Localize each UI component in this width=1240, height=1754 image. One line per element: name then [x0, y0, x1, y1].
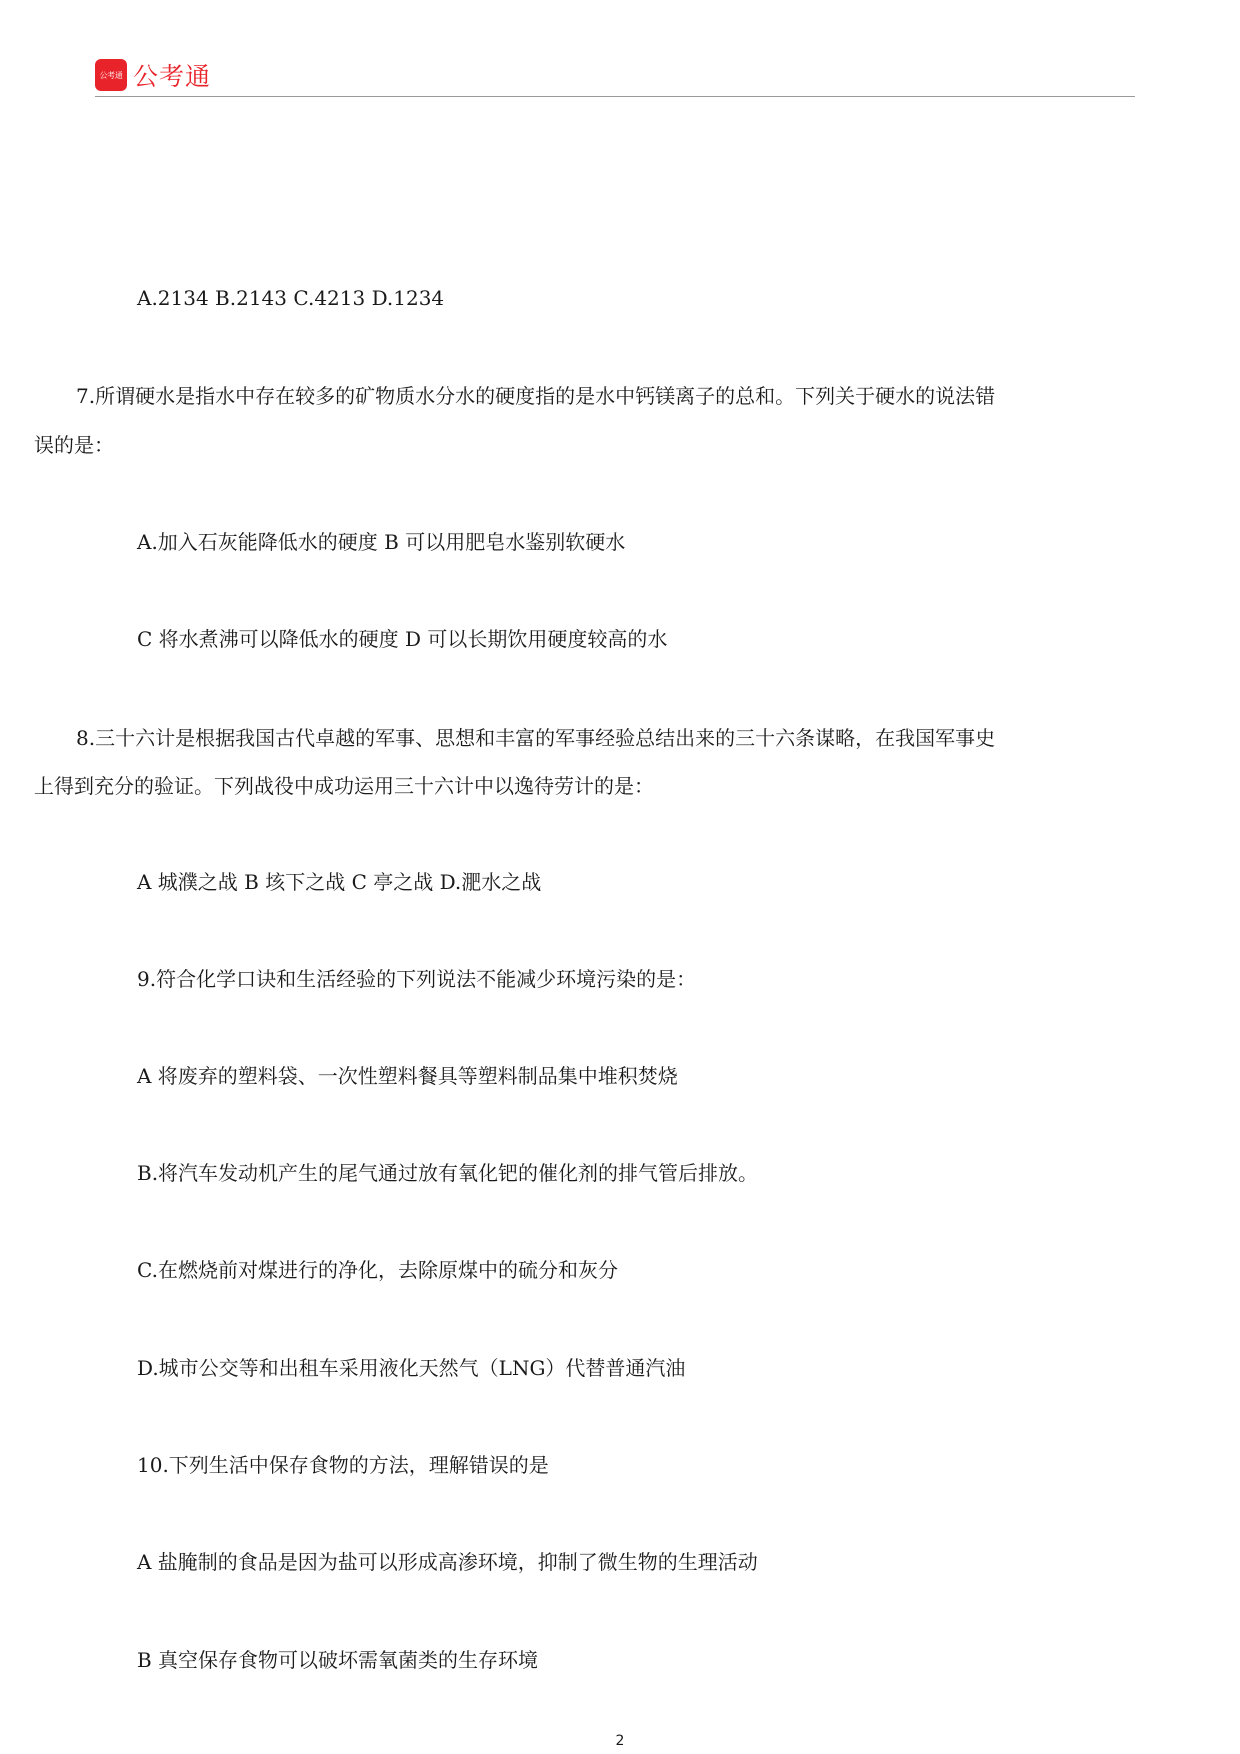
q9-option-d: D.城市公交等和出租车采用液化天然气（LNG）代替普通汽油: [137, 1356, 686, 1380]
q8-options: A 城濮之战 B 垓下之战 C 亭之战 D.淝水之战: [137, 870, 542, 894]
q10-stem: 10.下列生活中保存食物的方法，理解错误的是: [137, 1453, 549, 1477]
q8-stem-line2: 上得到充分的验证。下列战役中成功运用三十六计中以逸待劳计的是：: [34, 774, 654, 798]
header-divider: [95, 96, 1135, 97]
q9-option-c: C.在燃烧前对煤进行的净化，去除原煤中的硫分和灰分: [137, 1258, 618, 1282]
q7-stem-line2: 误的是：: [34, 433, 114, 457]
q9-option-a: A 将废弃的塑料袋、一次性塑料餐具等塑料制品集中堆积焚烧: [137, 1064, 678, 1088]
q7-options-ab: A.加入石灰能降低水的硬度 B 可以用肥皂水鉴别软硬水: [137, 530, 626, 554]
q7-stem-line1: 7.所谓硬水是指水中存在较多的矿物质水分水的硬度指的是水中钙镁离子的总和。下列关于硬水的说法错: [76, 384, 996, 408]
q9-stem: 9.符合化学口诀和生活经验的下列说法不能减少环境污染的是：: [137, 967, 697, 991]
logo-text: 公考通: [133, 62, 212, 91]
q7-options-cd: C 将水煮沸可以降低水的硬度 D 可以长期饮用硬度较高的水: [137, 627, 668, 651]
q9-option-b: B.将汽车发动机产生的尾气通过放有氧化钯的催化剂的排气管后排放。: [137, 1161, 759, 1185]
header-logo: [95, 57, 211, 93]
q10-option-a: A 盐腌制的食品是因为盐可以形成高渗环境，抑制了微生物的生理活动: [137, 1550, 758, 1574]
q6-options: A.2134 B.2143 C.4213 D.1234: [137, 286, 445, 310]
q10-option-b: B 真空保存食物可以破坏需氧菌类的生存环境: [137, 1648, 539, 1672]
page-number: 2: [615, 1733, 625, 1749]
q8-stem-line1: 8.三十六计是根据我国古代卓越的军事、思想和丰富的军事经验总结出来的三十六条谋略，在我国军事史: [76, 726, 996, 750]
logo-badge-icon: 公考通: [95, 59, 127, 91]
